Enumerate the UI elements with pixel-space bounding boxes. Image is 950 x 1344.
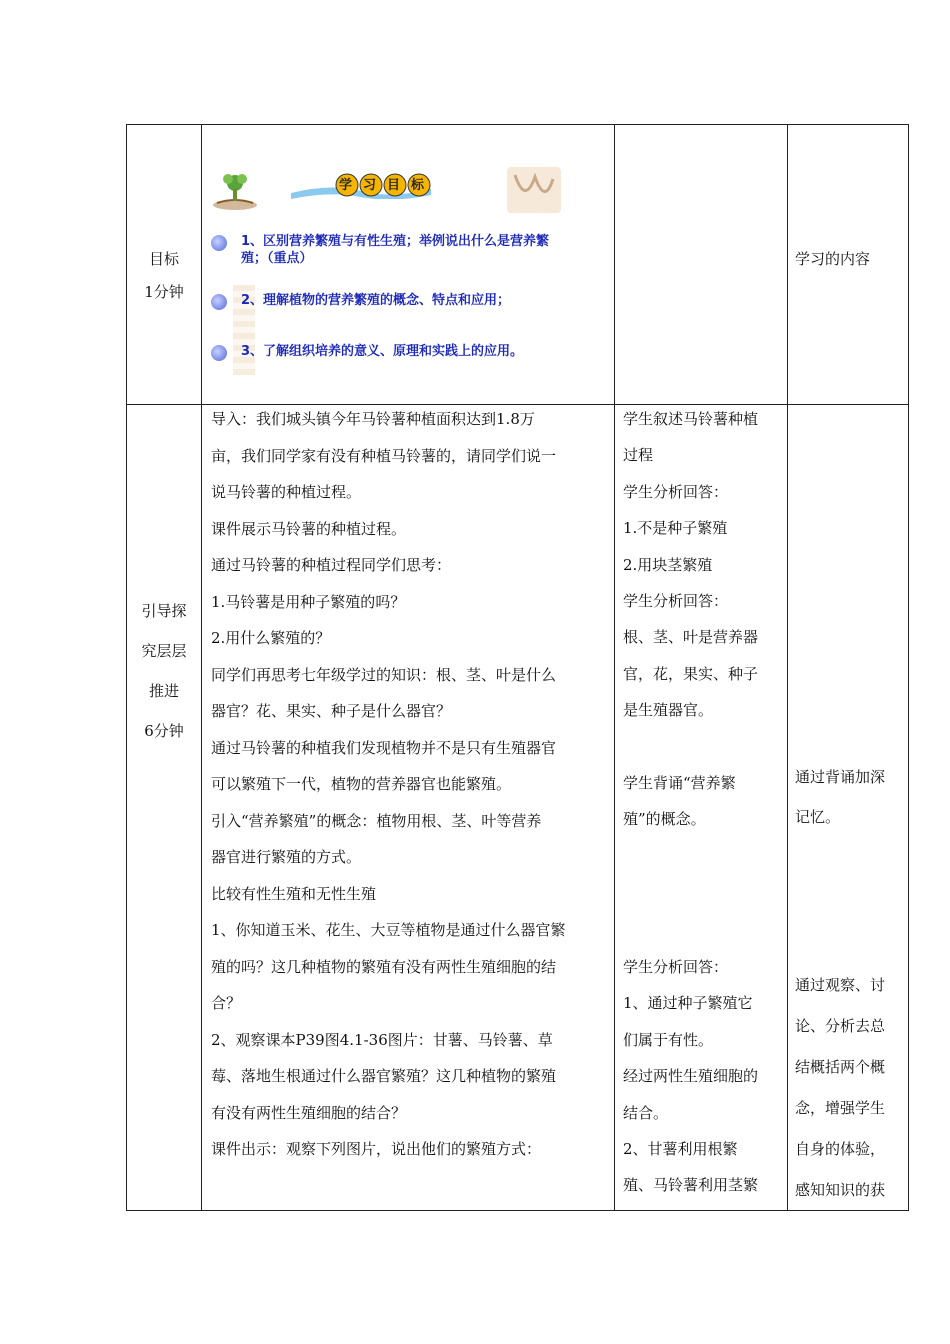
- stage-cell: [127, 591, 201, 751]
- goals-title: 学习目标: [339, 178, 436, 193]
- teacher-line: 有没有两性生殖细胞的结合？: [211, 1103, 407, 1122]
- plant-icon: [211, 167, 259, 211]
- stage-cell: [127, 243, 201, 309]
- intent-line: 念，增强学生: [795, 1099, 886, 1117]
- seal-decoration: [505, 165, 563, 215]
- student-line: 1.不是种子繁殖: [623, 519, 728, 538]
- teacher-line: 通过马铃薯的种植过程同学们思考：: [211, 556, 452, 574]
- design-intent: [795, 965, 907, 1211]
- intent-line: 结概括两个概: [795, 1058, 886, 1076]
- intent-line: 记忆。: [795, 808, 841, 826]
- flower-bullet-icon: [211, 235, 227, 251]
- column-divider: [614, 125, 615, 1210]
- teacher-line: 引入“营养繁殖”的概念：植物用根、茎、叶等营养: [211, 811, 542, 830]
- stage-label: 究层层: [141, 642, 187, 660]
- learning-goals-image: 学习目标 1、区别营养繁殖与有性生殖；举例说出什么是营养繁殖；（重点） 2、理解植物的营养繁殖的概念、特点和应用； 3、了解组织培养的意义、原理和实践上的应用。: [211, 165, 563, 375]
- stage-label: 目标: [148, 250, 179, 268]
- stage-time: 1分钟: [144, 283, 184, 301]
- student-line: 1、通过种子繁殖它: [623, 994, 753, 1013]
- student-line: 学生分析回答：: [623, 592, 729, 611]
- teacher-line: 2.用什么繁殖的？: [211, 629, 331, 647]
- student-line: 2、甘薯利用根繁: [623, 1140, 738, 1159]
- teacher-line: 导入：我们城头镇今年马铃薯种植面积达到1.8万: [211, 410, 535, 428]
- stage-time: 6分钟: [144, 722, 184, 740]
- student-line: 过程: [623, 446, 654, 465]
- lesson-table: [126, 124, 909, 1211]
- teacher-line: 1、你知道玉米、花生、大豆等植物是通过什么器官繁: [211, 921, 566, 939]
- teacher-line: 1.马铃薯是用种子繁殖的吗？: [211, 592, 406, 611]
- column-divider: [201, 125, 202, 1210]
- student-line: 结合。: [623, 1103, 669, 1122]
- teacher-line: 课件展示马铃薯的种植过程。: [211, 519, 407, 538]
- intent-line: 自身的体验，: [795, 1140, 886, 1158]
- teacher-line: 同学们再思考七年级学过的知识：根、茎、叶是什么: [211, 665, 557, 684]
- design-intent: [795, 757, 907, 837]
- student-line: 学生背诵“营养繁: [623, 774, 736, 792]
- stage-label: 推进: [148, 682, 179, 700]
- stage-label: 引导探: [141, 602, 187, 620]
- student-line: 2.用块茎繁殖: [623, 555, 713, 574]
- student-activity: [623, 949, 783, 1204]
- intent-line: 感知知识的获: [795, 1181, 886, 1199]
- flower-bullet-icon: [211, 294, 227, 310]
- teacher-line: 殖的吗？这几种植物的繁殖有没有两性生殖细胞的结: [211, 957, 557, 976]
- flower-bullet-icon: [211, 345, 227, 361]
- teacher-line: 说马铃薯的种植过程。: [211, 483, 362, 501]
- teacher-activity: [211, 401, 611, 1168]
- teacher-line: 亩，我们同学家有没有种植马铃薯的，请同学们说一: [211, 446, 557, 465]
- intent-line: 论、分析去总: [795, 1017, 886, 1035]
- teacher-line: 器官进行繁殖的方式。: [211, 848, 362, 866]
- teacher-line: 通过马铃薯的种植我们发现植物并不是只有生殖器官: [211, 738, 557, 757]
- teacher-line: 莓、落地生根通过什么器官繁殖？这几种植物的繁殖: [211, 1067, 557, 1085]
- student-line: 根、茎、叶是营养器: [623, 628, 759, 647]
- student-line: 们属于有性。: [623, 1030, 714, 1049]
- intent-cell: 学习的内容: [795, 250, 871, 268]
- teacher-line: 2、观察课本P39图4.1-36图片：甘薯、马铃薯、草: [211, 1030, 553, 1049]
- column-divider: [787, 125, 788, 1210]
- student-activity: [623, 765, 783, 838]
- student-line: 经过两性生殖细胞的: [623, 1067, 759, 1086]
- student-line: 学生叙述马铃薯种植: [623, 410, 759, 428]
- student-line: 殖、马铃薯利用茎繁: [623, 1176, 759, 1195]
- intent-line: 通过背诵加深: [795, 768, 886, 786]
- student-line: 殖”的概念。: [623, 810, 706, 829]
- student-line: 学生分析回答：: [623, 482, 729, 501]
- teacher-line: 比较有性生殖和无性生殖: [211, 884, 377, 903]
- teacher-line: 可以繁殖下一代，植物的营养器官也能繁殖。: [211, 775, 512, 793]
- student-line: 学生分析回答：: [623, 958, 729, 976]
- student-activity: [623, 401, 783, 729]
- intent-line: 通过观察、讨: [795, 976, 886, 994]
- teacher-line: 合？: [211, 994, 242, 1012]
- student-line: 是生殖器官。: [623, 701, 714, 720]
- teacher-line: 课件出示：观察下列图片，说出他们的繁殖方式：: [211, 1140, 542, 1158]
- student-line: 官，花，果实、种子: [623, 664, 759, 683]
- teacher-line: 器官？花、果实、种子是什么器官？: [211, 702, 452, 720]
